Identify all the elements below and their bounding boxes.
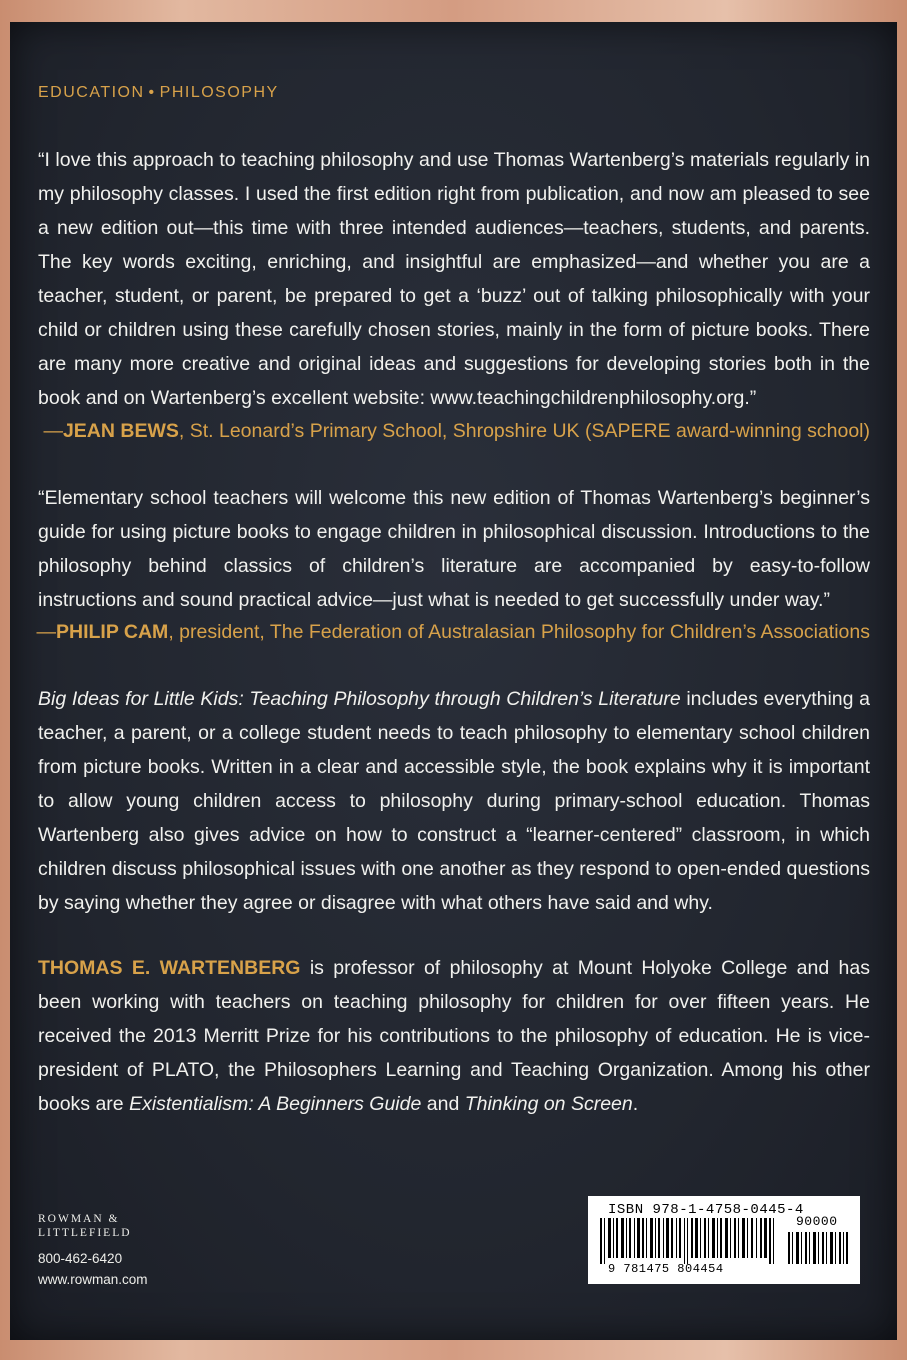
endorser-affiliation: , president, The Federation of Australasian Philosophy for Children’s Associations (168, 621, 870, 643)
publisher-phone: 800-462-6420 (38, 1251, 123, 1266)
barcode-addon-digits: 90000 (796, 1214, 838, 1229)
publisher-website: www.rowman.com (38, 1272, 148, 1287)
barcode-digits: 9 781475 804454 (608, 1262, 724, 1276)
book-description (38, 682, 870, 920)
publisher-logo-line-1: ROWMAN & (38, 1213, 120, 1225)
endorser-name: PHILIP CAM (55, 621, 169, 643)
other-book-title: Thinking on Screen (464, 1093, 633, 1115)
author-bio (38, 951, 870, 1121)
bio-text: is professor of philosophy at Mount Holyoke College and has been working with teachers on teaching philosophy for children for over fifteen years. He received the 2013 Merritt Prize for his contributions to the philosophy of education. He is vice-president of PLATO, the Philosophers Learning and Teaching Organization. Among his other books are (38, 957, 870, 1115)
bio-text: . (632, 1093, 639, 1115)
endorsement-attribution-2 (36, 615, 870, 649)
barcode-bars (596, 1218, 852, 1264)
endorsement-quote-1: “I love this approach to teaching philosophy and use Thomas Wartenberg’s materials regularly in my philosophy classes. I used the first edition right from publication, and now am pleased to see a new edition out—this time with three intended audiences—teachers, students, and parents. The key words exciting, enriching, and insightful are emphasized—and whether you are a teacher, student, or parent, be prepared to get a ‘buzz’ out of talking philosophically with your child or children using these carefully chosen stories, mainly in the form of picture books. There are many more creative and original ideas and suggestions for developing stories both in the book and on Wartenberg’s excellent website: www.teachingchildrenphilosophy.org.” (38, 149, 870, 409)
category-separator: • (148, 84, 156, 101)
category-label (38, 84, 279, 102)
publisher-logo (38, 1212, 148, 1240)
isbn-barcode (588, 1196, 860, 1284)
bio-text: and (421, 1093, 465, 1115)
endorser-affiliation: , St. Leonard’s Primary School, Shropshire UK (SAPERE award-winning school) (178, 420, 870, 442)
attribution-dash: — (43, 420, 63, 442)
endorsement-attribution-1 (43, 414, 870, 448)
description-text: includes everything a teacher, a parent, or a college student needs to teach philosophy to elementary school children from picture books. Written in a clear and accessible style, the book explains why it is important to allow young children access to philosophy during primary-school education. Thomas Wartenberg also gives advice on how to construct a “learner-centered” classroom, in which children discuss philosophical issues with one another as they respond to open-ended questions by saying whether they agree or disagree with what others have said and why. (38, 688, 870, 914)
endorsement-quote-2: “Elementary school teachers will welcome this new edition of Thomas Wartenberg’s beginner’s guide for using picture books to engage children in philosophical discussion. Introductions to the philosophy behind classics of children’s literature are accompanied by easy-to-follow instructions and sound practical advice—just what is needed to get successfully under way.” (38, 487, 870, 611)
other-book-title: Existentialism: A Beginners Guide (129, 1093, 422, 1115)
category-philosophy: PHILOSOPHY (159, 84, 279, 101)
endorser-name: JEAN BEWS (62, 420, 179, 442)
publisher-logo-line-2: LITTLEFIELD (38, 1227, 132, 1239)
book-title: Big Ideas for Little Kids: Teaching Philosophy through Children’s Literature (38, 688, 681, 710)
attribution-dash: — (36, 621, 56, 643)
publisher-block (38, 1212, 148, 1290)
isbn-text: ISBN 978-1-4758-0445-4 (608, 1202, 804, 1218)
author-name: THOMAS E. WARTENBERG (38, 957, 301, 979)
category-education: EDUCATION (38, 84, 145, 101)
